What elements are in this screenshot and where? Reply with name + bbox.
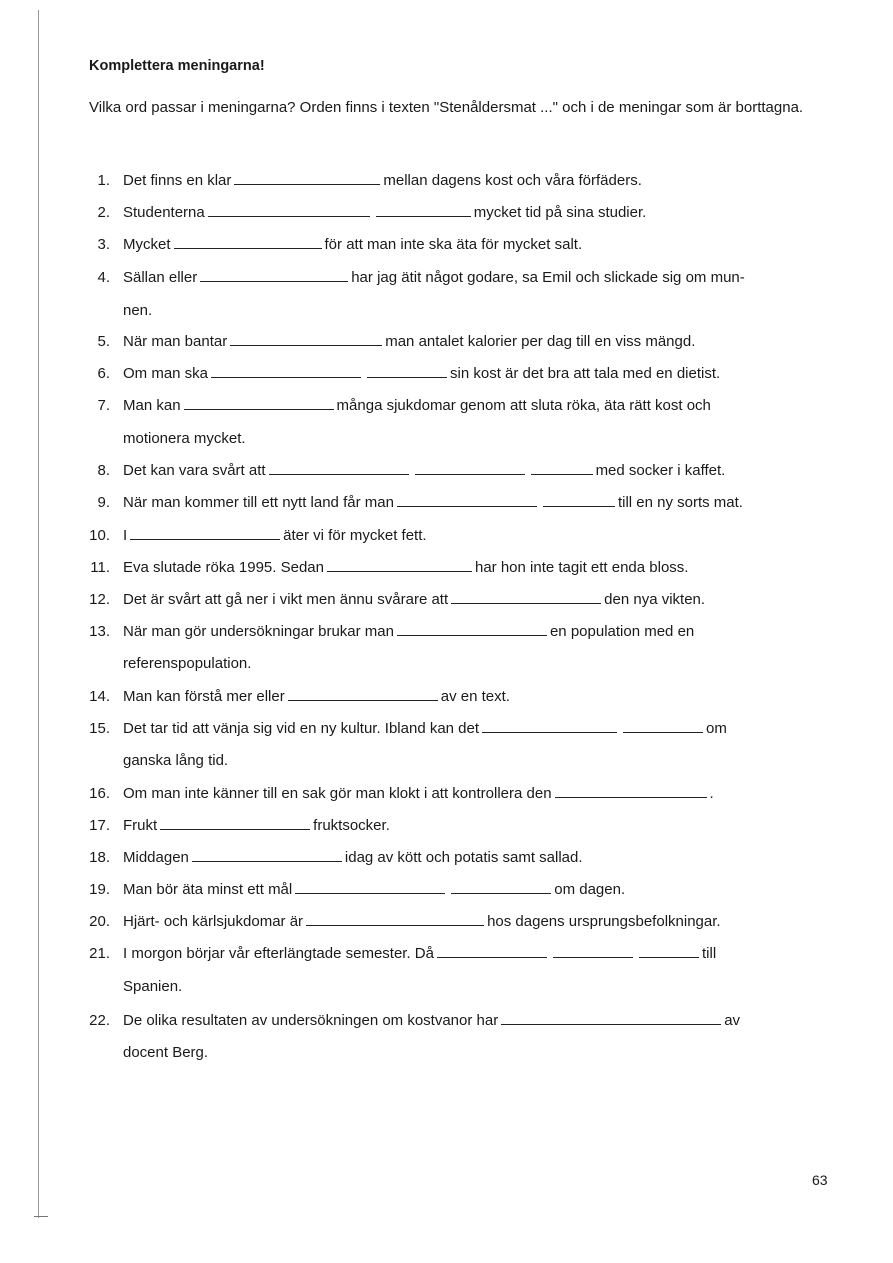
sentence-end: sin kost är det bra att tala med en dietist. <box>450 365 721 382</box>
sentence-start: Om man ska <box>123 365 209 382</box>
item-number: 1. <box>97 172 110 189</box>
answer-blank[interactable] <box>531 460 593 475</box>
sentence-end: mycket tid på sina studier. <box>473 204 647 221</box>
exercise-item <box>123 943 716 965</box>
margin-line <box>38 10 39 1218</box>
exercise-item <box>123 170 642 192</box>
sentence-continuation: Spanien. <box>123 978 183 995</box>
item-number: 15. <box>89 720 110 737</box>
sentence-end: idag av kött och potatis samt sallad. <box>344 849 583 866</box>
answer-blank[interactable] <box>415 460 525 475</box>
answer-blank[interactable] <box>501 1010 721 1025</box>
sentence-start: Studenterna <box>123 204 205 221</box>
exercise-item <box>123 783 714 805</box>
answer-blank[interactable] <box>543 492 615 507</box>
sentence-end: en population med en <box>549 623 695 640</box>
item-number: 2. <box>97 204 110 221</box>
answer-blank[interactable] <box>160 815 310 830</box>
sentence-start: När man gör undersökningar brukar man <box>123 623 394 640</box>
exercise-item <box>123 492 743 514</box>
sentence-start: Det tar tid att vänja sig vid en ny kultur. Ibland kan det <box>123 720 480 737</box>
sentence-continuation: docent Berg. <box>123 1044 209 1061</box>
sentence-end: om <box>706 720 727 737</box>
item-number: 10. <box>89 527 110 544</box>
sentence-start: Frukt <box>123 817 158 834</box>
sentence-end: med socker i kaffet. <box>595 462 726 479</box>
answer-blank[interactable] <box>397 621 547 636</box>
answer-blank[interactable] <box>367 363 447 378</box>
sentence-start: I morgon börjar vår efterlängtade semester. Då <box>123 945 434 962</box>
exercise-item <box>123 234 582 256</box>
answer-blank[interactable] <box>295 879 445 894</box>
answer-blank[interactable] <box>184 395 334 410</box>
answer-blank[interactable] <box>211 363 361 378</box>
sentence-start: När man kommer till ett nytt land får man <box>123 494 394 511</box>
answer-blank[interactable] <box>376 202 471 217</box>
item-number: 8. <box>97 462 110 479</box>
sentence-end: till <box>702 945 717 962</box>
sentence-start: Mycket <box>123 236 171 253</box>
answer-blank[interactable] <box>437 943 547 958</box>
sentence-end: man antalet kalorier per dag till en viss mängd. <box>385 333 696 350</box>
sentence-end: av <box>724 1012 741 1029</box>
sentence-end: för att man inte ska äta för mycket salt. <box>324 236 583 253</box>
sentence-start: Det finns en klar <box>123 172 232 189</box>
answer-blank[interactable] <box>288 686 438 701</box>
item-number: 18. <box>89 849 110 866</box>
item-number: 13. <box>89 623 110 640</box>
item-number: 20. <box>89 913 110 930</box>
item-number: 11. <box>90 559 110 576</box>
item-number: 19. <box>89 881 110 898</box>
exercise-item <box>123 718 727 740</box>
sentence-start: Hjärt- och kärlsjukdomar är <box>123 913 304 930</box>
sentence-end: har jag ätit något godare, sa Emil och slickade sig om mun- <box>351 269 745 286</box>
sentence-continuation: ganska lång tid. <box>123 752 229 769</box>
sentence-continuation: referenspopulation. <box>123 655 252 672</box>
exercise-item <box>123 557 688 579</box>
sentence-start: Man bör äta minst ett mål <box>123 881 293 898</box>
sentence-start: De olika resultaten av undersökningen om kostvanor har <box>123 1012 499 1029</box>
item-number: 16. <box>89 785 110 802</box>
sentence-start: Man kan förstå mer eller <box>123 688 285 705</box>
exercise-item <box>123 911 721 933</box>
item-number: 17. <box>89 817 110 834</box>
sentence-end: fruktsocker. <box>313 817 390 834</box>
exercise-item <box>123 525 427 547</box>
exercise-item <box>123 815 390 837</box>
exercise-item <box>123 847 583 869</box>
sentence-start: I <box>123 527 128 544</box>
sentence-start: Middagen <box>123 849 189 866</box>
sentence-continuation: nen. <box>123 302 153 319</box>
exercise-item <box>123 460 725 482</box>
sentence-end: den nya vikten. <box>604 591 706 608</box>
exercise-item <box>123 267 745 289</box>
answer-blank[interactable] <box>639 943 699 958</box>
answer-blank[interactable] <box>306 911 484 926</box>
sentence-start: Man kan <box>123 397 181 414</box>
page-title: Komplettera meningarna! <box>89 58 265 74</box>
answer-blank[interactable] <box>174 234 322 249</box>
item-number: 9. <box>97 494 110 511</box>
item-number: 3. <box>97 236 110 253</box>
item-number: 21. <box>89 945 110 962</box>
sentence-start: Det är svårt att gå ner i vikt men ännu svårare att <box>123 591 449 608</box>
answer-blank[interactable] <box>555 783 707 798</box>
item-number: 12. <box>89 591 110 608</box>
exercise-item <box>123 589 705 611</box>
sentence-start: Eva slutade röka 1995. Sedan <box>123 559 324 576</box>
answer-blank[interactable] <box>200 267 348 282</box>
item-number: 7. <box>97 397 110 414</box>
answer-blank[interactable] <box>623 718 703 733</box>
sentence-end: . <box>709 785 714 802</box>
sentence-continuation: motionera mycket. <box>123 430 246 447</box>
sentence-start: Sällan eller <box>123 269 198 286</box>
sentence-end: till en ny sorts mat. <box>617 494 743 511</box>
answer-blank[interactable] <box>234 170 380 185</box>
sentence-start: Det kan vara svårt att <box>123 462 266 479</box>
page-number: 63 <box>812 1172 828 1188</box>
answer-blank[interactable] <box>451 589 601 604</box>
item-number: 4. <box>97 269 110 286</box>
sentence-end: hos dagens ursprungsbefolkningar. <box>487 913 721 930</box>
exercise-item <box>123 331 695 353</box>
exercise-item <box>123 621 694 643</box>
answer-blank[interactable] <box>553 943 633 958</box>
answer-blank[interactable] <box>192 847 342 862</box>
answer-blank[interactable] <box>208 202 370 217</box>
sentence-end: av en text. <box>440 688 510 705</box>
answer-blank[interactable] <box>451 879 551 894</box>
exercise-item <box>123 363 720 385</box>
item-number: 5. <box>97 333 110 350</box>
answer-blank[interactable] <box>269 460 409 475</box>
sentence-end: har hon inte tagit ett enda bloss. <box>474 559 689 576</box>
margin-tick <box>34 1216 48 1217</box>
exercise-item <box>123 879 625 901</box>
exercise-item <box>123 686 510 708</box>
item-number: 22. <box>89 1012 110 1029</box>
exercise-item <box>123 1010 740 1032</box>
item-number: 14. <box>89 688 110 705</box>
sentence-end: om dagen. <box>554 881 626 898</box>
sentence-end: många sjukdomar genom att sluta röka, äta rätt kost och <box>336 397 711 414</box>
answer-blank[interactable] <box>482 718 617 733</box>
exercise-item <box>123 202 646 224</box>
exercise-item <box>123 395 711 417</box>
sentence-end: äter vi för mycket fett. <box>283 527 427 544</box>
answer-blank[interactable] <box>327 557 472 572</box>
sentence-end: mellan dagens kost och våra förfäders. <box>383 172 642 189</box>
item-number: 6. <box>97 365 110 382</box>
sentence-start: Om man inte känner till en sak gör man klokt i att kontrollera den <box>123 785 552 802</box>
answer-blank[interactable] <box>397 492 537 507</box>
sentence-start: När man bantar <box>123 333 228 350</box>
answer-blank[interactable] <box>130 525 280 540</box>
answer-blank[interactable] <box>230 331 382 346</box>
instructions: Vilka ord passar i meningarna? Orden finns i texten "Stenåldersmat ..." och i de meningar som är borttagna. <box>89 99 804 116</box>
